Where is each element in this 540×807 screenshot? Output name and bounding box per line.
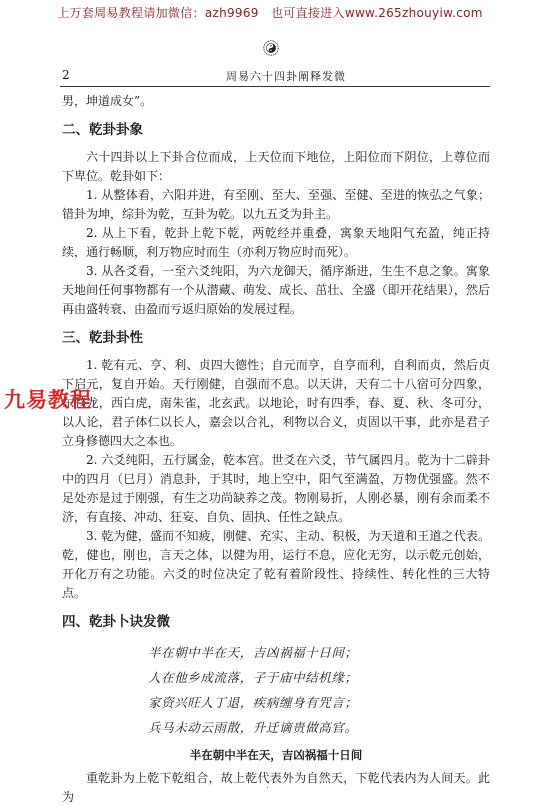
paragraph-nature-1: 1. 乾有元、亨、利、贞四大德性；自元而亨，自亨而利，自利而贞，然后贞下启元，复自开始。天行刚健，自强而不息。以天讲，天有二十八宿可分四象，东苍龙，西白虎，南朱雀，北玄武。以地论，时有四季，春、夏、秋、冬可分，以人论，君子体仁以长人，嘉会以合礼，利物以合义，贞固以干事，此亦是君子立身修德四大之本也。: [62, 358, 490, 448]
section-heading-divination: 四、乾卦卜诀发微: [62, 614, 170, 630]
promo-banner: 上万套周易教程请加微信：azh9969 也可直接进入www.265zhouyiw.com: [57, 6, 483, 20]
paragraph-item-2: 2. 从上下看，乾卦上乾下乾，两乾经并重叠，寓象天地阳气充盈，纯正持续，通行畅顺，利万物应时而生（亦利万物应时而死）。: [62, 226, 490, 259]
poem-line: 兵马未动云雨散，升迁谪贵做高官。: [148, 720, 358, 735]
paragraph-nature-3: 3. 乾为健，盛而不知疲，刚健、充实、主动、积极，为天道和王道之代表。乾，健也，刚也，言天之体，以健为用，运行不息，应化无穷，以示乾元创始，开化万有之功能。六爻的时位决定了乾有着阶段性、持续性、转化性的三大特点。: [62, 529, 490, 600]
poem-line: 家资兴旺人丁退，疾病缠身有咒言；: [148, 695, 358, 710]
section-heading-hexagram-nature: 三、乾卦卦性: [62, 330, 143, 346]
poem-line: 半在朝中半在天，吉凶祸福十日间；: [148, 645, 358, 660]
paragraph-intro: 六十四卦以上下卦合位而成，上天位而下地位，上阳位而下阴位，上尊位而下卑位。乾卦如下：: [62, 150, 490, 183]
taiji-bagua-emblem-icon: [263, 40, 279, 56]
watermark-label: 九易教程: [4, 388, 92, 412]
paragraph-commentary: 重乾卦为上乾下乾组合，故上乾代表外为自然天，下乾代表内为人间天。此为: [62, 771, 490, 804]
continuation-paragraph: 男，坤道成女”。: [62, 94, 153, 108]
header-rule: [60, 86, 490, 87]
paragraph-item-3: 3. 从各爻看，一至六爻纯阳，为六龙御天，循序渐进，生生不息之象。寓象天地间任何事物都有一个从潜藏、萌发、成长、茁壮、全盛（即开花结果），然后再由盛转衰、由盈而亏返归原始的发展过程。: [62, 264, 490, 316]
poem-line: 人在他乡成流落，子于庙中结机缘；: [148, 670, 358, 685]
page-body: [62, 92, 490, 807]
divination-poem: [148, 640, 490, 740]
running-title: 周易六十四卦阐释发微: [226, 70, 346, 83]
page-number: 2: [62, 68, 70, 82]
poem-sub-heading: 半在朝中半在天，吉凶祸福十日间: [189, 748, 363, 762]
paragraph-item-1: 1. 从整体看，六阳并进，有至刚、至大、至强、至健、至进的恢弘之气象；错卦为坤，综卦为乾，互卦为乾。以九五爻为卦主。: [62, 188, 490, 221]
paragraph-nature-2: 2. 六爻纯阳，五行属金，乾本宫。世爻在六爻，节气属四月。乾为十二辟卦中的四月（巳月）消息卦，于其时，地上空中，阳气至满盈，万物优强盛。然不足处亦是过于刚强，有生之功尚缺养之茂。物刚易折，人刚必暴，刚有余而柔不济，有直接、冲动、狂妄、自负、固执、任性之缺点。: [62, 453, 490, 524]
section-heading-hexagram-image: 二、乾卦卦象: [62, 122, 143, 138]
footer-mark: ·: [266, 783, 270, 794]
